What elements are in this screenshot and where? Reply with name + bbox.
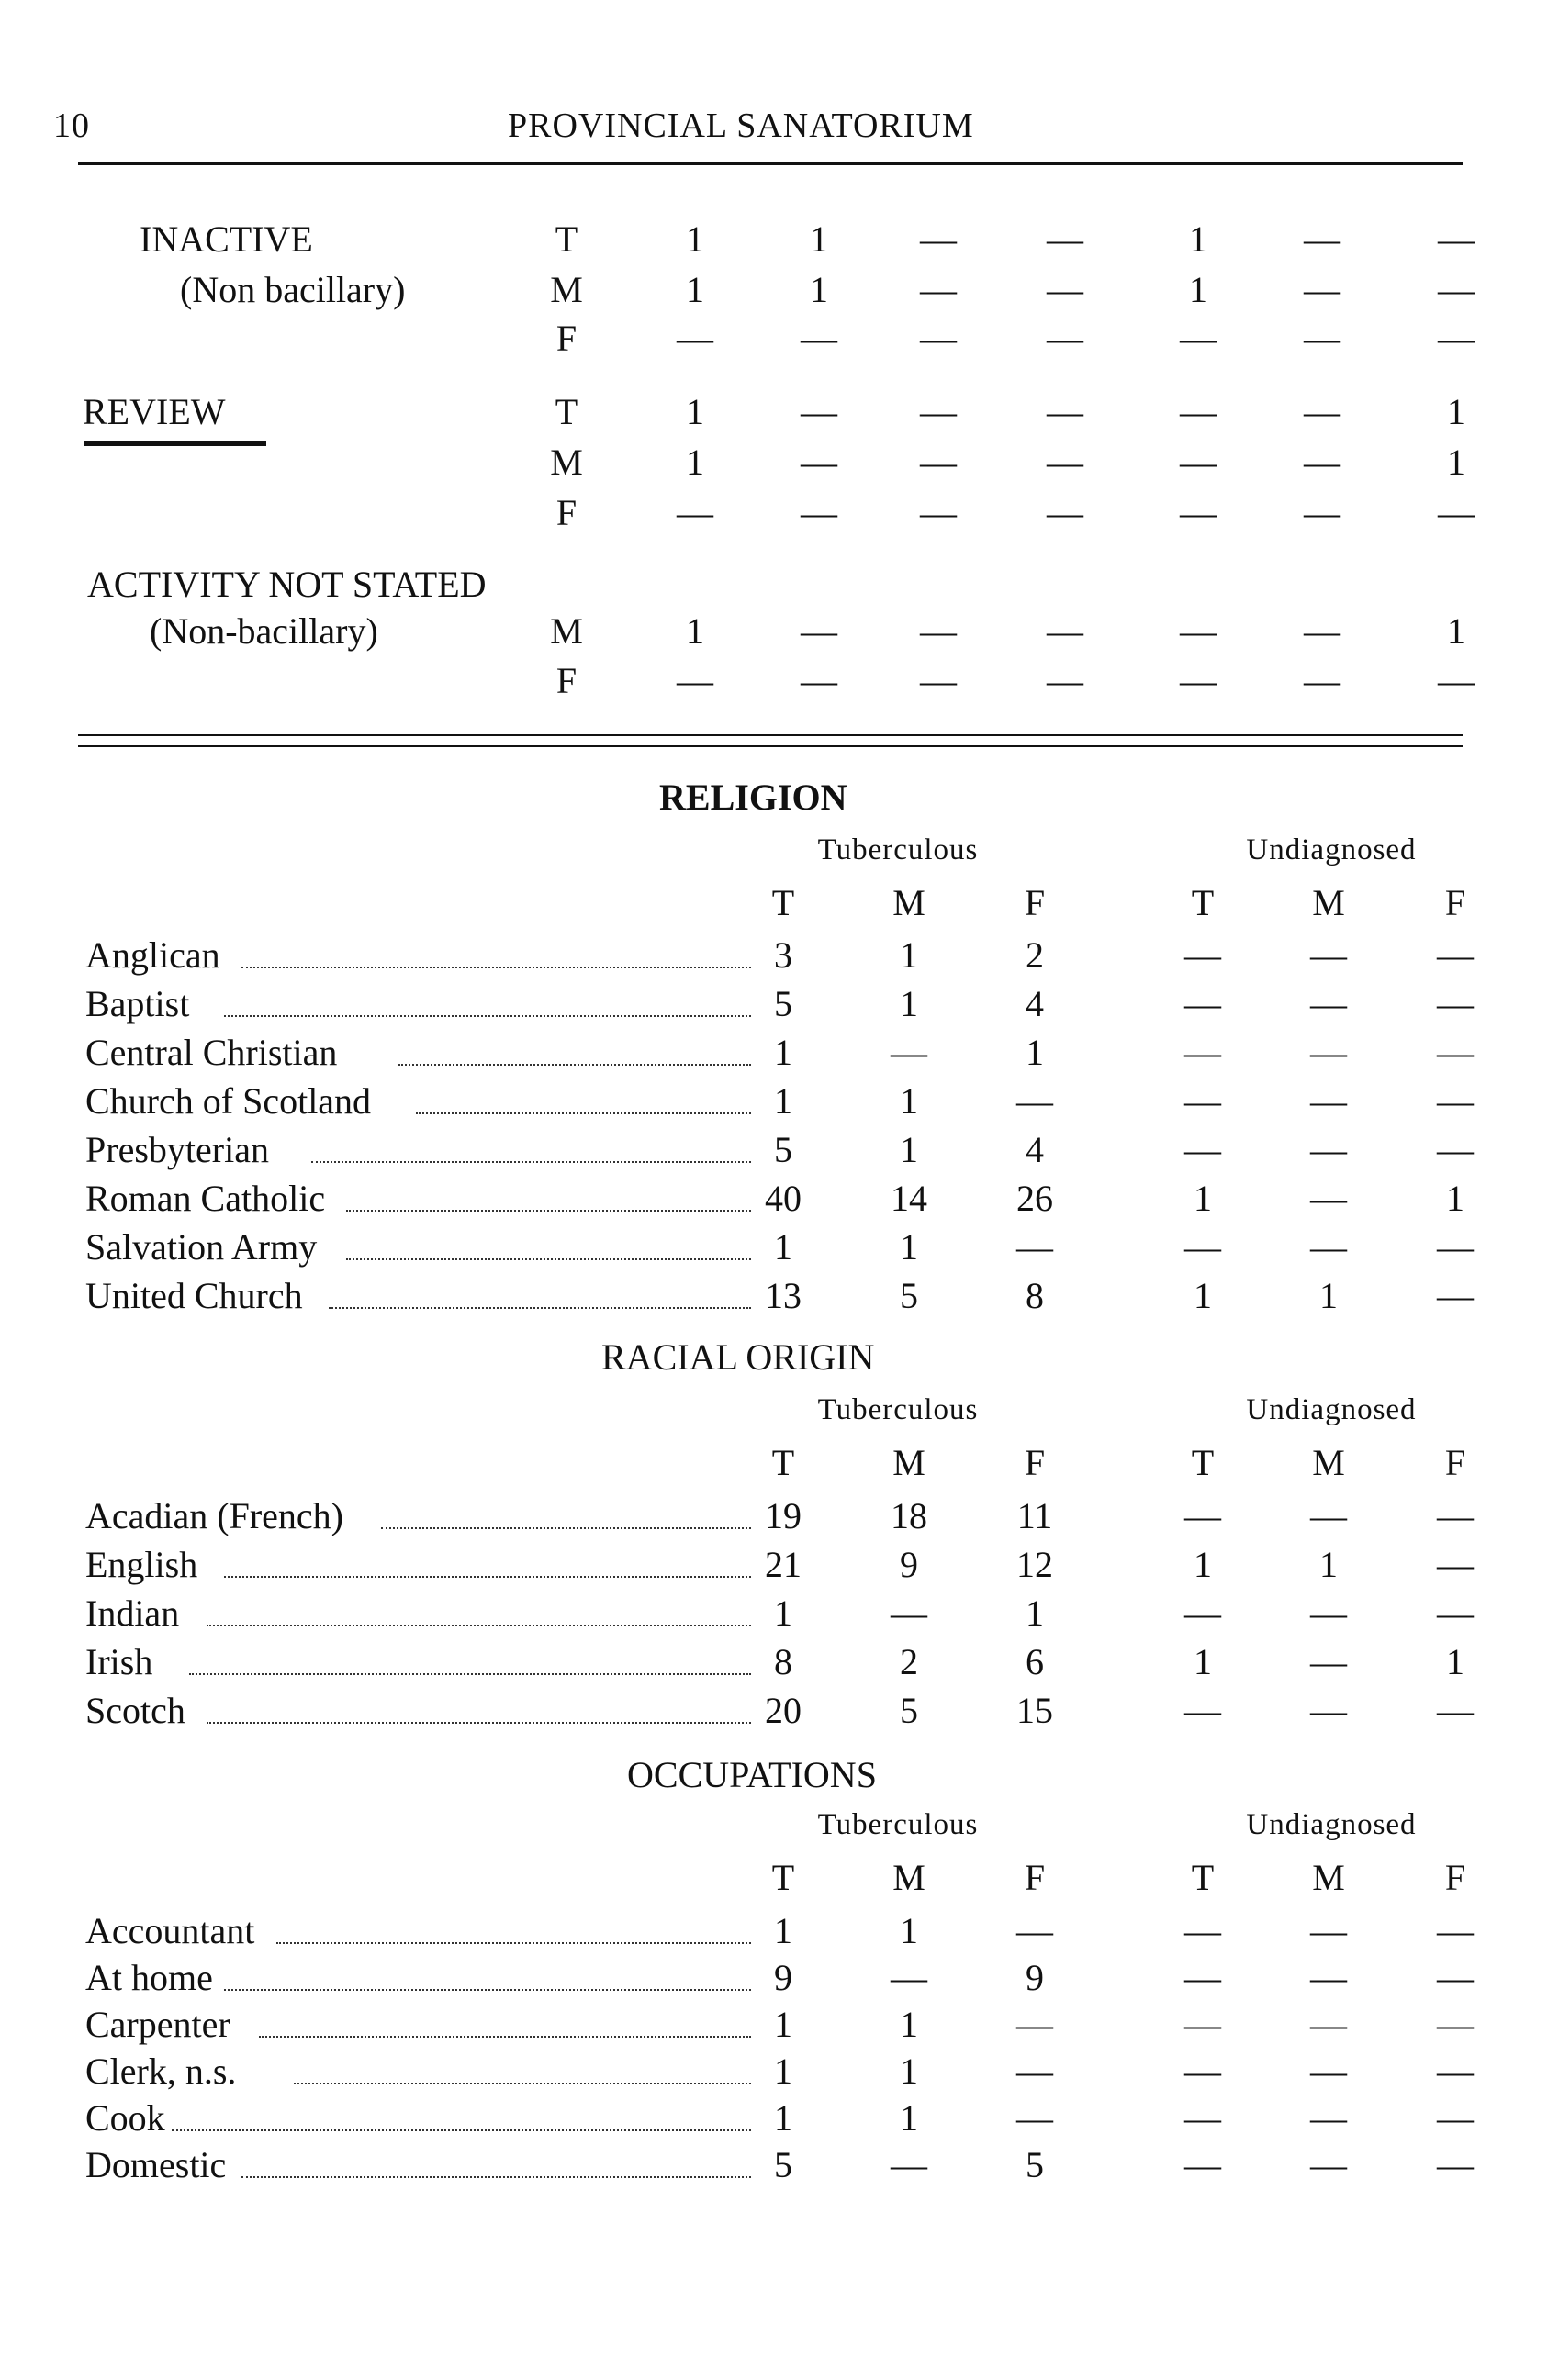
table-cell: —: [801, 318, 837, 359]
table-cell: —: [1304, 441, 1340, 483]
table-cell: 20: [765, 1690, 802, 1731]
table-cell: —: [1016, 1910, 1053, 1951]
table-cell: 1: [774, 1226, 792, 1268]
sex-label: T: [555, 391, 578, 432]
table-cell: —: [1180, 492, 1217, 533]
table-cell: —: [1310, 1129, 1347, 1170]
table-cell: 1: [1189, 218, 1207, 260]
table-cell: 2: [900, 1641, 918, 1682]
table-cell: —: [1437, 1032, 1474, 1073]
table-cell: 1: [686, 218, 704, 260]
group-label-inactive: INACTIVE: [140, 218, 313, 260]
row-label: Accountant: [85, 1910, 255, 1951]
column-header: F: [1024, 882, 1046, 923]
sex-label: M: [550, 269, 583, 310]
table-cell: —: [1184, 1129, 1221, 1170]
table-cell: —: [1180, 610, 1217, 652]
table-cell: —: [1016, 1080, 1053, 1122]
table-cell: —: [1437, 1592, 1474, 1634]
table-cell: —: [1438, 218, 1475, 260]
table-cell: —: [1184, 1690, 1221, 1731]
table-cell: 21: [765, 1544, 802, 1585]
dot-leader: [224, 1989, 751, 1991]
column-header: T: [771, 882, 795, 923]
table-cell: 1: [900, 1129, 918, 1170]
row-label: Baptist: [85, 983, 190, 1024]
row-label: Cook: [85, 2097, 165, 2139]
dot-leader: [381, 1527, 751, 1529]
dot-leader: [346, 1258, 751, 1260]
column-header: M: [1312, 882, 1345, 923]
dot-leader: [241, 967, 751, 968]
table-cell: —: [920, 441, 957, 483]
table-cell: —: [801, 660, 837, 701]
row-label: Salvation Army: [85, 1226, 318, 1268]
table-cell: 11: [1016, 1495, 1053, 1536]
column-header: M: [1312, 1442, 1345, 1483]
table-cell: 1: [900, 934, 918, 976]
table-cell: —: [1310, 1178, 1347, 1219]
double-rule-bottom: [78, 745, 1463, 747]
row-label: Roman Catholic: [85, 1178, 326, 1219]
group-header: Tuberculous: [817, 1393, 979, 1426]
dot-leader: [224, 1015, 751, 1017]
table-cell: 1: [686, 441, 704, 483]
table-cell: —: [1304, 492, 1340, 533]
table-cell: 1: [1446, 1178, 1464, 1219]
row-label: Carpenter: [85, 2004, 230, 2045]
table-cell: —: [1047, 660, 1083, 701]
sex-label: F: [555, 318, 578, 359]
table-cell: —: [1438, 492, 1475, 533]
table-cell: 1: [1319, 1275, 1338, 1316]
table-cell: 5: [1026, 2144, 1044, 2185]
table-cell: 8: [1026, 1275, 1044, 1316]
table-cell: —: [1437, 2097, 1474, 2139]
table-cell: —: [1438, 318, 1475, 359]
table-cell: —: [1047, 218, 1083, 260]
table-cell: —: [1437, 2144, 1474, 2185]
header-rule: [78, 162, 1463, 165]
sex-label: M: [550, 441, 583, 483]
table-cell: —: [1437, 1910, 1474, 1951]
column-header: T: [1191, 882, 1215, 923]
table-cell: —: [891, 1032, 927, 1073]
table-cell: 1: [774, 1592, 792, 1634]
table-cell: 9: [1026, 1957, 1044, 1998]
table-cell: —: [1310, 1032, 1347, 1073]
table-cell: —: [1184, 1080, 1221, 1122]
table-cell: —: [1310, 1495, 1347, 1536]
table-cell: —: [1304, 391, 1340, 432]
table-cell: 5: [774, 1129, 792, 1170]
table-cell: —: [677, 660, 713, 701]
row-label: Anglican: [85, 934, 220, 976]
column-header: M: [1312, 1857, 1345, 1898]
table-cell: —: [1437, 1544, 1474, 1585]
table-cell: —: [1438, 269, 1475, 310]
table-cell: 1: [1194, 1544, 1212, 1585]
column-header: M: [892, 1857, 925, 1898]
table-cell: —: [920, 391, 957, 432]
review-underline: [84, 441, 266, 446]
table-cell: —: [1437, 1495, 1474, 1536]
group-label-review: REVIEW: [83, 391, 226, 432]
row-label: Irish: [85, 1641, 153, 1682]
table-cell: —: [920, 269, 957, 310]
table-cell: —: [1180, 318, 1217, 359]
table-cell: —: [1310, 1641, 1347, 1682]
table-cell: —: [1437, 1957, 1474, 1998]
table-cell: 1: [774, 2050, 792, 2092]
table-cell: 6: [1026, 1641, 1044, 1682]
table-cell: 1: [1026, 1592, 1044, 1634]
table-cell: 5: [900, 1690, 918, 1731]
column-header: F: [1444, 1442, 1466, 1483]
row-label: Presbyterian: [85, 1129, 269, 1170]
table-cell: —: [920, 660, 957, 701]
table-cell: —: [920, 492, 957, 533]
table-cell: —: [1184, 1957, 1221, 1998]
table-cell: —: [1437, 983, 1474, 1024]
table-cell: —: [920, 610, 957, 652]
table-cell: 1: [686, 391, 704, 432]
dot-leader: [207, 1722, 751, 1724]
table-cell: 1: [686, 269, 704, 310]
group-header: Undiagnosed: [1246, 833, 1417, 866]
table-cell: —: [1310, 1080, 1347, 1122]
table-cell: 4: [1026, 983, 1044, 1024]
dot-leader: [189, 1673, 751, 1675]
table-cell: —: [801, 391, 837, 432]
table-cell: —: [1016, 2050, 1053, 2092]
dot-leader: [398, 1064, 751, 1066]
table-cell: —: [677, 318, 713, 359]
table-cell: 1: [900, 983, 918, 1024]
dot-leader: [311, 1161, 751, 1163]
table-cell: —: [891, 2144, 927, 2185]
table-cell: 1: [1189, 269, 1207, 310]
table-cell: 4: [1026, 1129, 1044, 1170]
table-cell: 40: [765, 1178, 802, 1219]
table-cell: 9: [774, 1957, 792, 1998]
table-cell: —: [1304, 269, 1340, 310]
table-cell: —: [1310, 1226, 1347, 1268]
sex-label: F: [555, 492, 578, 533]
row-label: Indian: [85, 1592, 180, 1634]
section-title: RACIAL ORIGIN: [601, 1336, 875, 1378]
dot-leader: [294, 2083, 751, 2084]
table-cell: —: [677, 492, 713, 533]
column-header: F: [1444, 882, 1466, 923]
table-cell: —: [1310, 1957, 1347, 1998]
table-cell: 1: [774, 2097, 792, 2139]
table-cell: —: [1184, 2097, 1221, 2139]
table-cell: 15: [1016, 1690, 1053, 1731]
table-cell: —: [1437, 1690, 1474, 1731]
row-label: Domestic: [85, 2144, 227, 2185]
table-cell: —: [1438, 660, 1475, 701]
sex-label: F: [555, 660, 578, 701]
group-sublabel-inactive: (Non bacillary): [180, 269, 406, 310]
table-cell: 1: [1447, 441, 1465, 483]
row-label: United Church: [85, 1275, 303, 1316]
dot-leader: [241, 2176, 751, 2178]
table-cell: —: [1310, 2050, 1347, 2092]
table-cell: —: [1310, 2004, 1347, 2045]
table-cell: —: [1184, 1592, 1221, 1634]
table-cell: —: [1310, 934, 1347, 976]
table-cell: —: [1310, 1690, 1347, 1731]
table-cell: —: [1180, 441, 1217, 483]
group-header: Tuberculous: [817, 833, 979, 866]
dot-leader: [416, 1112, 751, 1114]
table-cell: —: [1047, 391, 1083, 432]
row-label: Central Christian: [85, 1032, 338, 1073]
table-cell: —: [1180, 391, 1217, 432]
row-label: At home: [85, 1957, 213, 1998]
group-header: Undiagnosed: [1246, 1808, 1417, 1841]
table-cell: 2: [1026, 934, 1044, 976]
table-cell: —: [920, 218, 957, 260]
table-cell: 1: [1447, 391, 1465, 432]
table-cell: —: [801, 492, 837, 533]
table-cell: 1: [900, 1080, 918, 1122]
table-cell: 1: [900, 2004, 918, 2045]
group-header: Undiagnosed: [1246, 1393, 1417, 1426]
dot-leader: [329, 1307, 751, 1309]
table-cell: 12: [1016, 1544, 1053, 1585]
column-header: T: [771, 1857, 795, 1898]
table-cell: —: [1310, 1910, 1347, 1951]
table-cell: 1: [900, 2050, 918, 2092]
table-cell: —: [1437, 1080, 1474, 1122]
table-cell: —: [1184, 2050, 1221, 2092]
row-label: Acadian (French): [85, 1495, 343, 1536]
table-cell: 1: [1194, 1275, 1212, 1316]
page-number: 10: [53, 106, 90, 145]
dot-leader: [207, 1625, 751, 1626]
table-cell: —: [1047, 610, 1083, 652]
dot-leader: [276, 1942, 751, 1944]
table-cell: —: [1304, 610, 1340, 652]
table-cell: 1: [1194, 1641, 1212, 1682]
column-header: F: [1024, 1442, 1046, 1483]
row-label: Church of Scotland: [85, 1080, 372, 1122]
table-cell: —: [1016, 2097, 1053, 2139]
table-cell: —: [1016, 2004, 1053, 2045]
table-cell: —: [1310, 2144, 1347, 2185]
table-cell: —: [1047, 318, 1083, 359]
table-cell: —: [1304, 660, 1340, 701]
table-cell: 1: [810, 269, 828, 310]
table-cell: 5: [774, 983, 792, 1024]
table-cell: —: [1437, 934, 1474, 976]
table-cell: —: [1047, 269, 1083, 310]
table-cell: 1: [1026, 1032, 1044, 1073]
row-label: Scotch: [85, 1690, 185, 1731]
table-cell: —: [801, 441, 837, 483]
table-cell: 1: [774, 1032, 792, 1073]
table-cell: 13: [765, 1275, 802, 1316]
table-cell: 1: [900, 1226, 918, 1268]
table-cell: —: [1184, 1226, 1221, 1268]
table-cell: 1: [810, 218, 828, 260]
table-cell: —: [1184, 1032, 1221, 1073]
column-header: T: [771, 1442, 795, 1483]
table-cell: 1: [774, 1080, 792, 1122]
table-cell: 19: [765, 1495, 802, 1536]
table-cell: 1: [1446, 1641, 1464, 1682]
column-header: M: [892, 882, 925, 923]
table-cell: 1: [1319, 1544, 1338, 1585]
table-cell: 9: [900, 1544, 918, 1585]
table-cell: —: [801, 610, 837, 652]
table-cell: —: [891, 1592, 927, 1634]
table-cell: —: [1310, 2097, 1347, 2139]
row-label: English: [85, 1544, 198, 1585]
dot-leader: [224, 1576, 751, 1578]
double-rule-top: [78, 734, 1463, 736]
section-title: OCCUPATIONS: [627, 1754, 877, 1795]
table-cell: —: [1437, 2050, 1474, 2092]
row-label: Clerk, n.s.: [85, 2050, 237, 2092]
table-cell: 14: [891, 1178, 927, 1219]
table-cell: —: [1180, 660, 1217, 701]
table-cell: —: [1304, 318, 1340, 359]
table-cell: 1: [686, 610, 704, 652]
sex-label: T: [555, 218, 578, 260]
table-cell: —: [1310, 983, 1347, 1024]
table-cell: 18: [891, 1495, 927, 1536]
table-cell: 1: [900, 2097, 918, 2139]
page-title: PROVINCIAL SANATORIUM: [508, 106, 974, 145]
table-cell: 1: [774, 2004, 792, 2045]
table-cell: —: [1184, 934, 1221, 976]
table-cell: —: [1184, 2004, 1221, 2045]
table-cell: —: [1047, 492, 1083, 533]
table-cell: —: [1437, 1129, 1474, 1170]
table-cell: 1: [1194, 1178, 1212, 1219]
table-cell: —: [1184, 1910, 1221, 1951]
sex-label: M: [550, 610, 583, 652]
table-cell: —: [1437, 2004, 1474, 2045]
column-header: F: [1444, 1857, 1466, 1898]
table-cell: 1: [900, 1910, 918, 1951]
table-cell: 1: [774, 1910, 792, 1951]
column-header: T: [1191, 1442, 1215, 1483]
section-title: RELIGION: [659, 777, 847, 818]
table-cell: —: [1184, 1495, 1221, 1536]
table-cell: 26: [1016, 1178, 1053, 1219]
dot-leader: [346, 1210, 751, 1212]
group-sublabel-activity-not-stated: (Non-bacillary): [150, 610, 378, 652]
table-cell: —: [1437, 1275, 1474, 1316]
table-cell: 3: [774, 934, 792, 976]
table-cell: —: [1016, 1226, 1053, 1268]
table-cell: 5: [774, 2144, 792, 2185]
table-cell: —: [1310, 1592, 1347, 1634]
group-header: Tuberculous: [817, 1808, 979, 1841]
column-header: M: [892, 1442, 925, 1483]
dot-leader: [172, 2129, 751, 2131]
table-cell: —: [1184, 2144, 1221, 2185]
table-cell: 1: [1447, 610, 1465, 652]
table-cell: —: [920, 318, 957, 359]
table-cell: —: [891, 1957, 927, 1998]
column-header: T: [1191, 1857, 1215, 1898]
table-cell: 8: [774, 1641, 792, 1682]
table-cell: —: [1184, 983, 1221, 1024]
column-header: F: [1024, 1857, 1046, 1898]
group-label-activity-not-stated: ACTIVITY NOT STATED: [87, 564, 487, 605]
table-cell: —: [1304, 218, 1340, 260]
dot-leader: [259, 2036, 751, 2038]
table-cell: 5: [900, 1275, 918, 1316]
table-cell: —: [1047, 441, 1083, 483]
table-cell: —: [1437, 1226, 1474, 1268]
